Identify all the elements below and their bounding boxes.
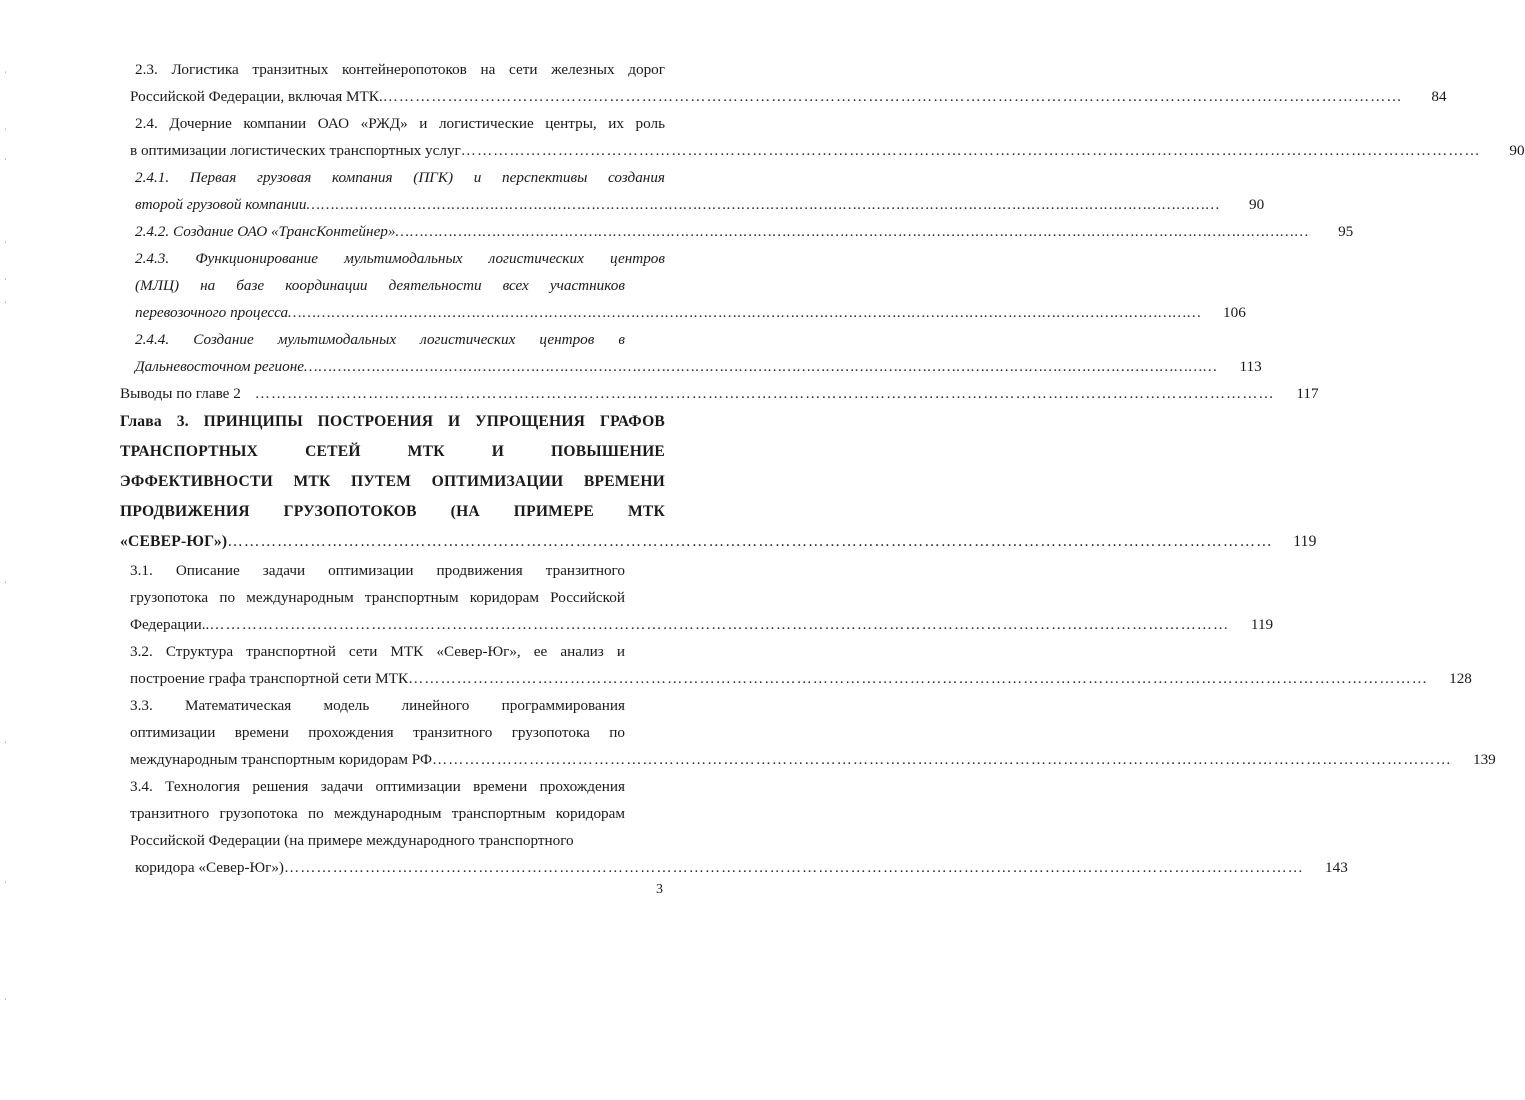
- toc-entry-text: Выводы по главе 2: [120, 385, 241, 402]
- toc-entry-text: международным транспортным коридорам РФ: [130, 751, 432, 768]
- dot-leader: [255, 380, 1275, 407]
- toc-entry-text: 3.4. Технология решения задачи оптимизации времени прохождения: [130, 778, 625, 795]
- scan-speck: ˈ: [4, 880, 7, 890]
- toc-page-number: 90: [1509, 142, 1525, 159]
- toc-entry-text: 3.3. Математическая модель линейного программирования: [130, 697, 625, 714]
- toc-page-number: 84: [1431, 88, 1447, 105]
- toc-page-number: 119: [1250, 616, 1274, 633]
- table-of-contents: [120, 56, 1525, 881]
- toc-entry-3-4[interactable]: [120, 773, 1348, 881]
- toc-entry-text: Дальневосточном регионе: [135, 358, 304, 375]
- toc-entry-text: «СЕВЕР-ЮГ»): [120, 533, 228, 550]
- dot-leader: [383, 83, 1403, 110]
- dot-leader: [461, 137, 1481, 164]
- toc-entry-chapter-3[interactable]: [120, 407, 1317, 557]
- dot-leader: [408, 665, 1428, 692]
- scan-speck: ˈ: [4, 300, 7, 310]
- toc-entry-text: Федерации..: [130, 616, 210, 633]
- toc-entry-text: 2.4.3. Функционирование мультимодальных логистических центров: [135, 250, 665, 267]
- toc-entry-text: (МЛЦ) на базе координации деятельности всех участников: [135, 277, 625, 294]
- toc-entry-text: ПРОДВИЖЕНИЯ ГРУЗОПОТОКОВ (НА ПРИМЕРЕ МТК: [120, 503, 665, 520]
- toc-entry-text: оптимизации времени прохождения транзитного грузопотока по: [130, 724, 625, 741]
- toc-entry-text: второй грузовой компании: [135, 196, 307, 213]
- dot-leader: [396, 218, 1310, 245]
- toc-page-number: 128: [1449, 670, 1472, 687]
- scan-speck: ˌ: [4, 990, 7, 1000]
- toc-entry-text: грузопотока по международным транспортным коридорам Российской: [130, 589, 625, 606]
- toc-entry-text: Глава 3. ПРИНЦИПЫ ПОСТРОЕНИЯ И УПРОЩЕНИЯ ГРАФОВ: [120, 413, 665, 430]
- toc-page-number: 113: [1239, 358, 1262, 375]
- toc-entry-text: 3.2. Структура транспортной сети МТК «Север-Юг», ее анализ и: [130, 643, 625, 660]
- toc-entry-conclusions-2[interactable]: [120, 380, 1319, 407]
- toc-entry-text: Российской Федерации, включая МТК.: [130, 88, 383, 105]
- dot-leader: [209, 611, 1229, 638]
- toc-entry-text: транзитного грузопотока по международным транспортным коридорам: [130, 805, 625, 822]
- toc-page-number: 95: [1338, 223, 1354, 240]
- toc-entry-2-4-1[interactable]: [120, 164, 1265, 218]
- toc-entry-3-1[interactable]: [120, 557, 1274, 638]
- toc-page-number: 139: [1472, 751, 1496, 768]
- dot-leader: [306, 191, 1220, 218]
- scan-speck: ˌ: [4, 150, 7, 160]
- toc-entry-text: 2.3. Логистика транзитных контейнеропотоков на сети железных дорог: [135, 61, 665, 78]
- toc-page-number: 106: [1223, 304, 1246, 321]
- dot-leader: [227, 527, 1272, 557]
- toc-page-number: 90: [1249, 196, 1265, 213]
- toc-entry-2-4-2[interactable]: [120, 218, 1354, 245]
- scan-speck: ˈ: [4, 70, 7, 80]
- dot-leader: [304, 353, 1218, 380]
- toc-entry-text: перевозочного процесса: [135, 304, 289, 321]
- dot-leader: [284, 854, 1304, 881]
- toc-entry-text: коридора «Север-Юг»): [135, 859, 284, 876]
- toc-entry-2-4-3[interactable]: [120, 245, 1246, 326]
- toc-page-number: 119: [1293, 533, 1317, 550]
- toc-entry-text: 2.4.1. Первая грузовая компания (ПГК) и перспективы создания: [135, 169, 665, 186]
- toc-entry-2-4-4[interactable]: [120, 326, 1262, 380]
- toc-entry-text: ЭФФЕКТИВНОСТИ МТК ПУТЕМ ОПТИМИЗАЦИИ ВРЕМЕНИ: [120, 473, 665, 490]
- page-number: 3: [656, 882, 663, 897]
- toc-page-number: 143: [1325, 859, 1348, 876]
- toc-entry-text: построение графа транспортной сети МТК: [130, 670, 409, 687]
- scan-speck: ˈ: [4, 580, 7, 590]
- toc-entry-2-3[interactable]: [120, 56, 1447, 110]
- toc-entry-text: 2.4. Дочерние компании ОАО «РЖД» и логистические центры, их роль: [135, 115, 665, 132]
- toc-entry-2-4[interactable]: [120, 110, 1525, 164]
- toc-entry-text: Российской Федерации (на примере международного транспортного: [130, 832, 574, 849]
- scan-speck: ˌ: [4, 270, 7, 280]
- toc-page-number: 117: [1296, 385, 1319, 402]
- toc-entry-text: 2.4.4. Создание мультимодальных логистических центров в: [135, 331, 625, 348]
- scan-speck: ˈ: [4, 740, 7, 750]
- toc-entry-text: в оптимизации логистических транспортных услуг: [130, 142, 461, 159]
- scan-speck: ˈ: [4, 240, 7, 250]
- dot-leader: [288, 299, 1202, 326]
- toc-entry-3-3[interactable]: [120, 692, 1496, 773]
- toc-entry-text: 3.1. Описание задачи оптимизации продвижения транзитного: [130, 562, 625, 579]
- toc-entry-text: 2.4.2. Создание ОАО «ТрансКонтейнер»: [135, 223, 396, 240]
- toc-entry-text: ТРАНСПОРТНЫХ СЕТЕЙ МТК И ПОВЫШЕНИЕ: [120, 443, 665, 460]
- scan-speck: ˌ: [4, 120, 7, 130]
- toc-entry-3-2[interactable]: [120, 638, 1472, 692]
- dot-leader: [432, 746, 1452, 773]
